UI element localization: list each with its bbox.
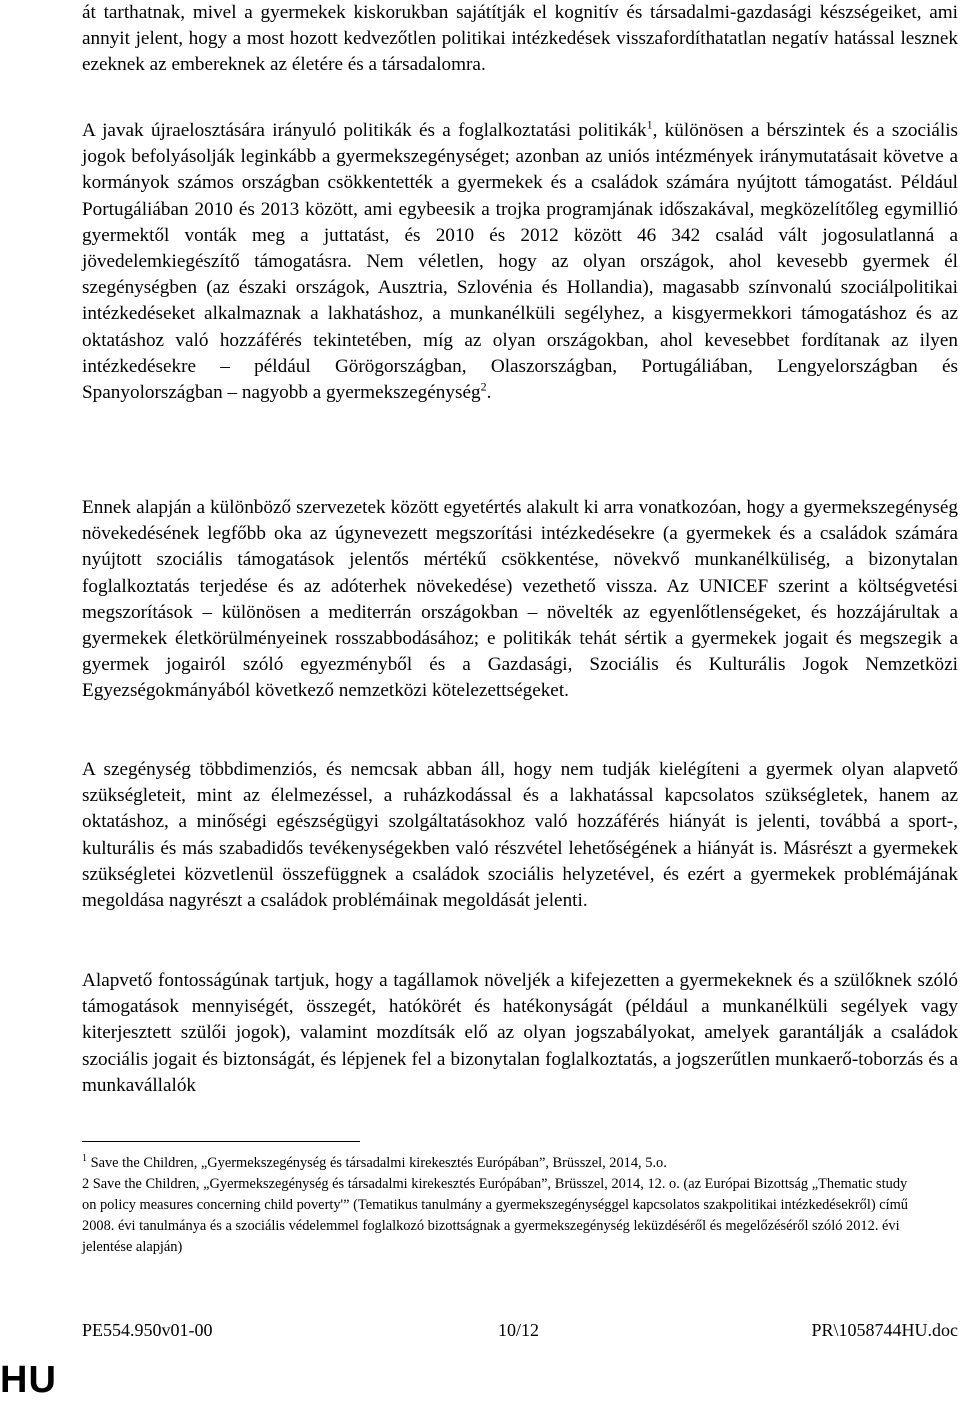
footnotes: [82, 1153, 914, 1258]
language-code: HU: [0, 1359, 57, 1401]
paragraph-multidimensional: A szegénység többdimenziós, és nemcsak abban áll, hogy nem tudják kielégíteni a gyermek olyan alapvető szükségleteit, mint az élelmezéssel, a ruházkodással és a lakhatással kapcsolatos szükségletek, hanem az oktatáshoz, a minőségi egészségügyi szolgáltatásokhoz való hozzáférés hiányát is jelenti, továbbá a sport-, kulturális és más szabadidős tevékenységekben való részvétel lehetőségének a hiányát is. Másrészt a gyermekek szükségletei közvetlenül összefüggnek a családok szociális helyzetével, és ezért a gyermekek problémájának megoldása nagyrészt a családok problémáinak megoldását jelenti.: [82, 759, 958, 912]
footnote-2: 2 Save the Children, „Gyermekszegénység és társadalmi kirekesztés Európában”, Brüsszel, 2014, 12. o. (az Európai Bizottság „Thematic study on policy measures concerning child poverty'” (Tematikus tanulmány a gyermekszegénységgel kapcsolatos szakpolitikai intézkedésekről) című 2008. évi tanulmánya és a szociális védelemmel foglalkozó bizottságnak a gyermekszegénység leküzdéséről és megelőzéséről szóló 2012. évi jelentése alapján): [82, 1176, 908, 1255]
paragraph-text: A javak újraelosztására irányuló politikák és a foglalkoztatási politikák: [82, 120, 647, 141]
document-reference: PE554.950v01-00: [82, 1320, 213, 1340]
page-number: 10/12: [498, 1320, 540, 1340]
paragraph-member-states: Alapvető fontosságúnak tartjuk, hogy a tagállamok növeljék a kifejezetten a gyermekeknek és a szülőknek szóló támogatások mennyiségét, összegét, hatókörét és hatékonyságát (például a munkanélküli segélyek vagy kiterjesztett szülői jogok), valamint mozdítsák elő az olyan jogszabályokat, amelyek garantálják a családok szociális jogait és biztonságát, és lépjenek fel a bizonytalan foglalkoztatás, a jogszerűtlen munkaerő-toborzás és a munkavállalók: [82, 970, 958, 1096]
paragraph-text: .: [486, 382, 492, 404]
footnote-text: Save the Children, „Gyermekszegénység és társadalmi kirekesztés Európában”, Brüsszel, 2014, 5.o.: [87, 1155, 667, 1171]
footnote-ref-2[interactable]: 2: [480, 379, 487, 394]
footnote-1: [82, 1153, 914, 1174]
paragraph-austerity: Ennek alapján a különböző szervezetek között egyetértés alakult ki arra vonatkozóan, hogy a gyermekszegénység növekedésének legfőbb oka az úgynevezett megszorítási intézkedésekre (a gyermekek és a családok számára nyújtott szociális támogatások jelentős mértékű csökkentése, növekvő munkanélküliség, a bizonytalan foglalkoztatás terjedése és az adóterhek növekedése) vezethető vissza. Az UNICEF szerint a költségvetési megszorítások – különösen a mediterrán országokban – növelték az egyenlőtlenségeket, és hozzájárultak a gyermekek életkörülményeinek rosszabbodásához; e politikák tehát sértik a gyermekek jogait és megszegik a gyermek jogairól szóló egyezményből és a Gazdasági, Szociális és Kulturális Jogok Nemzetközi Egyezségokmányából következő nemzetközi kötelezettségeket.: [82, 497, 958, 702]
paragraph-policies: [82, 118, 958, 406]
footnote-ref-1[interactable]: 1: [646, 117, 653, 132]
page-footer: [82, 1316, 958, 1344]
paragraph-continuation: át tarthatnak, mivel a gyermekek kiskorukban sajátítják el kognitív és társadalmi-gazdasági készségeiket, ami annyit jelent, hogy a most hozott kedvezőtlen politikai intézkedések visszafordíthatatlan negatív hatással lesznek ezeknek az embereknek az életére és a társadalomra.: [82, 2, 958, 76]
footnote-separator: [82, 1141, 360, 1142]
file-name: PR\1058744HU.doc: [811, 1320, 958, 1340]
paragraph-text: , különösen a bérszintek és a szociális jogok befolyásolják leginkább a gyermekszegénységet; azonban az uniós intézmények iránymutatásait követve a kormányok számos országban csökkentették a gyermekek és a családok számára nyújtott támogatást. Például Portugáliában 2010 és 2013 között, ami egybeesik a trojka programjának időszakával, megközelítőleg egymillió gyermektől vonták meg a juttatást, és 2010 és 2012 között 46 342 család vált jogosulatlanná a jövedelemkiegészítő támogatásra. Nem véletlen, hogy az olyan országok, ahol kevesebb gyermek él szegénységben (az északi országok, Ausztria, Szlovénia és Hollandia), magasabb színvonalú szociálpolitikai intézkedéseket alkalmaznak a lakhatáshoz, a munkanélküli segélyhez, a kisgyermekkori támogatáshoz és az oktatáshoz való hozzáférés tekintetében, míg az olyan országokban, ahol kevesebbet fordítanak az ilyen intézkedésekre – például Görögországban, Olaszországban, Portugáliában, Lengyelországban és Spanyolországban – nagyobb a gyermekszegénység: [82, 120, 958, 404]
footnote-number: 1: [82, 1153, 87, 1165]
